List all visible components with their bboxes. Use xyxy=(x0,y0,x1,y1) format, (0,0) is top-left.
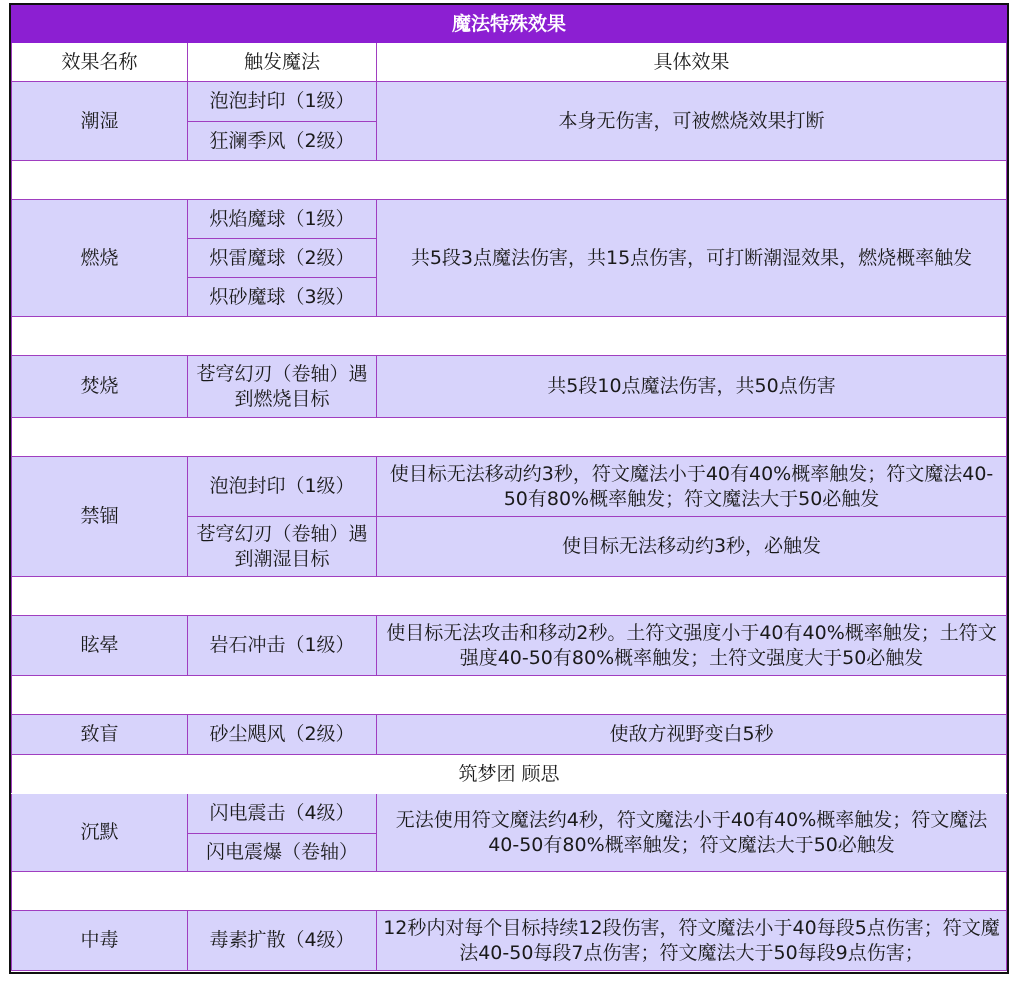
trigger-magic-cell[interactable]: 闪电震爆（卷轴） xyxy=(188,834,377,872)
header-effect-name[interactable]: 效果名称 xyxy=(12,43,188,82)
effect-detail-cell[interactable]: 使目标无法移动约3秒，必触发 xyxy=(377,517,1007,577)
effect-name-cell[interactable]: 中毒 xyxy=(12,911,188,971)
trigger-magic-cell[interactable]: 闪电震击（4级） xyxy=(188,794,377,834)
effect-detail-cell[interactable]: 共5段10点魔法伤害，共50点伤害 xyxy=(377,356,1007,418)
spreadsheet-table-container xyxy=(9,3,1009,974)
header-effect-detail[interactable]: 具体效果 xyxy=(377,43,1007,82)
effect-detail-cell[interactable]: 本身无伤害，可被燃烧效果打断 xyxy=(377,82,1007,161)
effect-name-cell[interactable]: 潮湿 xyxy=(12,82,188,161)
header-trigger-magic[interactable]: 触发魔法 xyxy=(188,43,377,82)
spacer-row[interactable] xyxy=(12,577,1007,616)
effect-name-cell[interactable]: 眩晕 xyxy=(12,616,188,676)
trigger-magic-cell[interactable]: 砂尘飓风（2级） xyxy=(188,715,377,755)
table-title[interactable]: 魔法特殊效果 xyxy=(12,6,1007,43)
effect-detail-cell[interactable]: 无法使用符文魔法约4秒，符文魔法小于40有40%概率触发；符文魔法40-50有80%概率触发；符文魔法大于50必触发 xyxy=(377,794,1007,872)
spacer-row[interactable] xyxy=(12,161,1007,200)
effect-detail-cell[interactable]: 共5段3点魔法伤害，共15点伤害，可打断潮湿效果，燃烧概率触发 xyxy=(377,200,1007,317)
magic-effects-table xyxy=(11,5,1007,971)
spacer-row[interactable] xyxy=(12,676,1007,715)
effect-name-cell[interactable]: 焚烧 xyxy=(12,356,188,418)
trigger-magic-cell[interactable]: 岩石冲击（1级） xyxy=(188,616,377,676)
effect-name-cell[interactable]: 禁锢 xyxy=(12,457,188,577)
spacer-row[interactable] xyxy=(12,317,1007,356)
trigger-magic-cell[interactable]: 炽焰魔球（1级） xyxy=(188,200,377,239)
author-credit[interactable]: 筑梦团 顾思 xyxy=(12,755,1007,794)
trigger-magic-cell[interactable]: 泡泡封印（1级） xyxy=(188,82,377,122)
spacer-row[interactable] xyxy=(12,418,1007,457)
trigger-magic-cell[interactable]: 炽雷魔球（2级） xyxy=(188,239,377,278)
effect-detail-cell[interactable]: 使目标无法移动约3秒，符文魔法小于40有40%概率触发；符文魔法40-50有80%概率触发；符文魔法大于50必触发 xyxy=(377,457,1007,517)
trigger-magic-cell[interactable]: 苍穹幻刃（卷轴）遇到燃烧目标 xyxy=(188,356,377,418)
trigger-magic-cell[interactable]: 泡泡封印（1级） xyxy=(188,457,377,517)
trigger-magic-cell[interactable]: 毒素扩散（4级） xyxy=(188,911,377,971)
effect-name-cell[interactable]: 致盲 xyxy=(12,715,188,755)
effect-name-cell[interactable]: 沉默 xyxy=(12,794,188,872)
effect-detail-cell[interactable]: 使目标无法攻击和移动2秒。土符文强度小于40有40%概率触发；土符文强度40-50有80%概率触发；土符文强度大于50必触发 xyxy=(377,616,1007,676)
trigger-magic-cell[interactable]: 苍穹幻刃（卷轴）遇到潮湿目标 xyxy=(188,517,377,577)
trigger-magic-cell[interactable]: 炽砂魔球（3级） xyxy=(188,278,377,317)
effect-detail-cell[interactable]: 12秒内对每个目标持续12段伤害，符文魔法小于40每段5点伤害；符文魔法40-50每段7点伤害；符文魔法大于50每段9点伤害； xyxy=(377,911,1007,971)
effect-detail-cell[interactable]: 使敌方视野变白5秒 xyxy=(377,715,1007,755)
trigger-magic-cell[interactable]: 狂澜季风（2级） xyxy=(188,122,377,161)
effect-name-cell[interactable]: 燃烧 xyxy=(12,200,188,317)
spacer-row[interactable] xyxy=(12,872,1007,911)
